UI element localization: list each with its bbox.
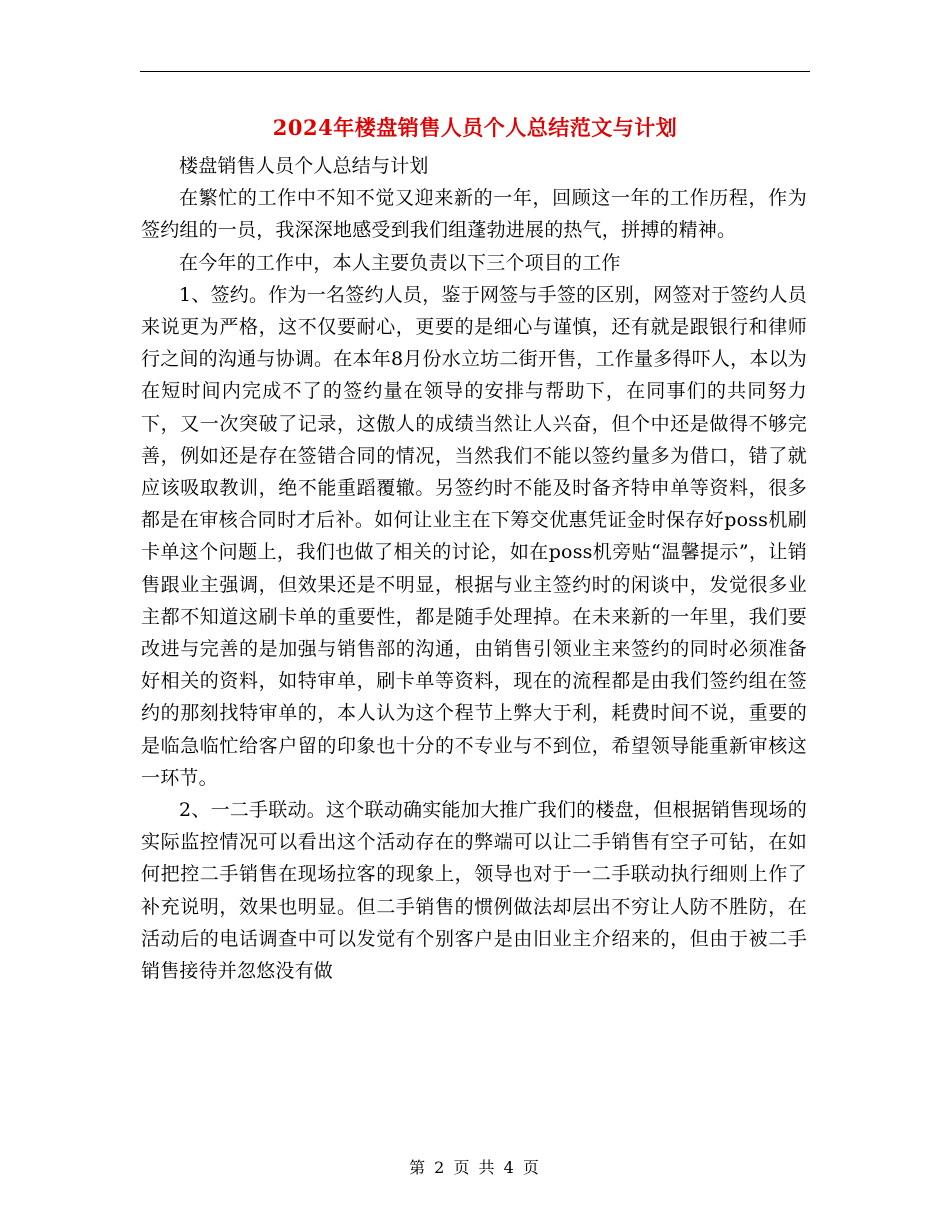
- header-rule: [140, 71, 810, 72]
- paragraph: 在繁忙的工作中不知不觉又迎来新的一年，回顾这一年的工作历程，作为签约组的一员，我深深地感受到我们组蓬勃进展的热气，拼搏的精神。: [141, 187, 807, 242]
- page-number-footer: 第 2 页 共 4 页: [409, 1158, 541, 1177]
- document-body: [141, 150, 807, 987]
- paragraph-subtitle: 楼盘销售人员个人总结与计划: [179, 155, 429, 177]
- paragraph: 2、一二手联动。这个联动确实能加大推广我们的楼盘，但根据销售现场的实际监控情况可以看出这个活动存在的弊端可以让二手销售有空子可钻，在如何把控二手销售在现场拉客的现象上，领导也对于一二手联动执行细则上作了补充说明，效果也明显。但二手销售的惯例做法却层出不穷让人防不胜防，在活动后的电话调查中可以发觉有个别客户是由旧业主介绍来的，但由于被二手销售接待并忽悠没有做: [141, 799, 807, 983]
- paragraph: 1、签约。作为一名签约人员，鉴于网签与手签的区别，网签对于签约人员来说更为严格，这不仅要耐心，更要的是细心与谨慎，还有就是跟银行和律师行之间的沟通与协调。在本年8月份水立坊二街开售，工作量多得吓人，本以为在短时间内完成不了的签约量在领导的安排与帮助下，在同事们的共同努力下，又一次突破了记录，这傲人的成绩当然让人兴奋，但个中还是做得不够完善，例如还是存在签错合同的情况，当然我们不能以签约量多为借口，错了就应该吸取教训，绝不能重蹈覆辙。另签约时不能及时备齐特申单等资料，很多都是在审核合同时才后补。如何让业主在下筹交优惠凭证金时保存好poss机刷卡单这个问题上，我们也做了相关的讨论，如在poss机旁贴“温馨提示”，让销售跟业主强调，但效果还是不明显，根据与业主签约时的闲谈中，发觉很多业主都不知道这刷卡单的重要性，都是随手处理掉。在未来新的一年里，我们要改进与完善的是加强与销售部的沟通，由销售引领业主来签约的同时必须准备好相关的资料，如特审单，刷卡单等资料，现在的流程都是由我们签约组在签约的那刻找特审单的，本人认为这个程节上弊大于利，耗费时间不说，重要的是临急临忙给客户留的印象也十分的不专业与不到位，希望领导能重新审核这一环节。: [141, 283, 807, 789]
- paragraph: 在今年的工作中，本人主要负责以下三个项目的工作: [179, 251, 621, 274]
- document-title: 2024年楼盘销售人员个人总结范文与计划: [272, 115, 678, 140]
